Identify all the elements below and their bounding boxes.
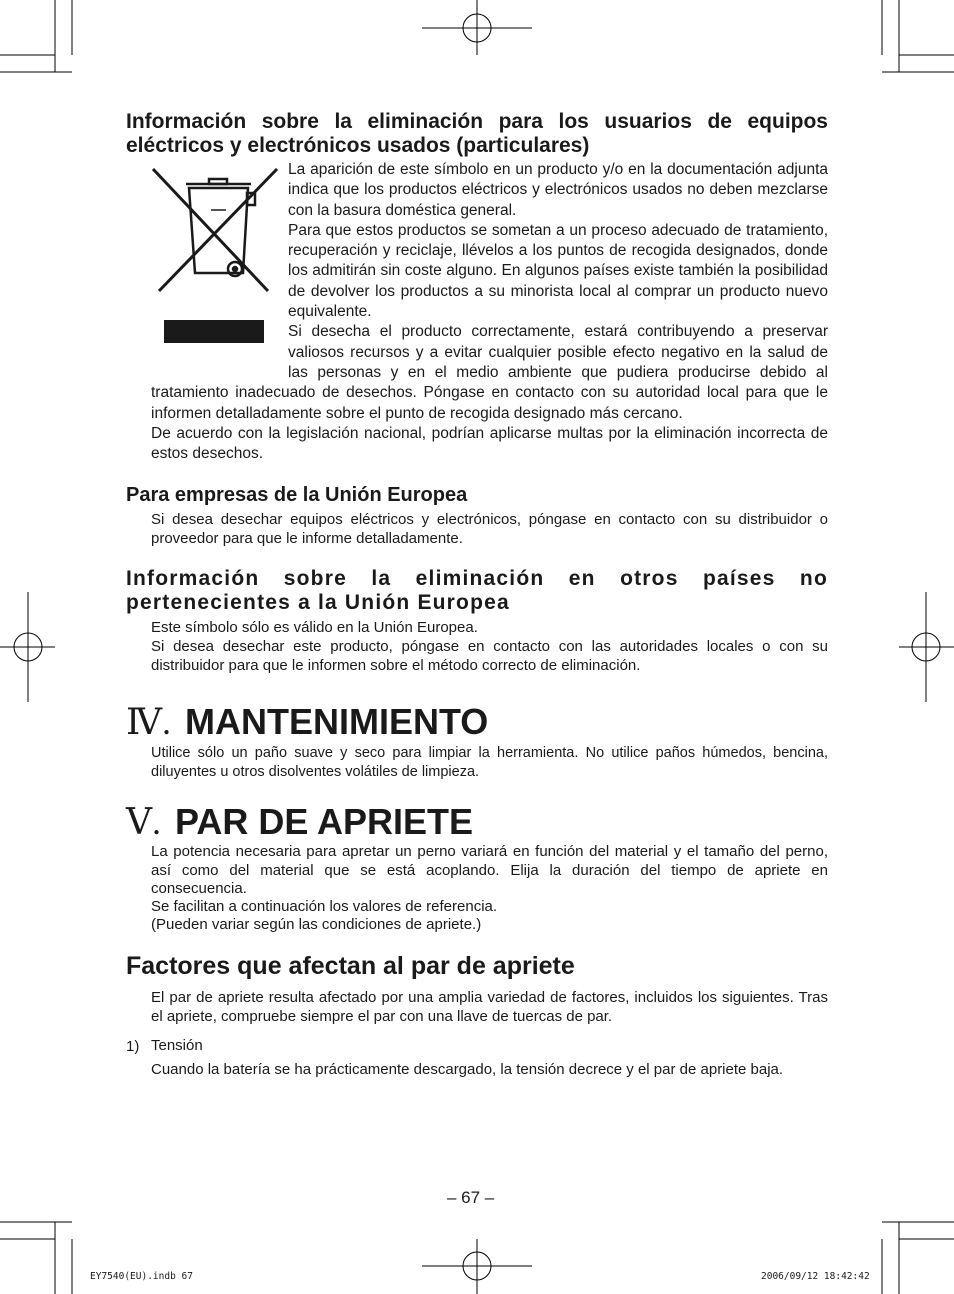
maintenance-heading [126, 702, 488, 742]
disposal-heading: Información sobre la eliminación para los usuarios de equipos eléctricos y electrónicos usados (particulares) [126, 110, 828, 157]
maintenance-title: MANTENIMIENTO [184, 701, 489, 742]
torque-title: PAR DE APRIETE [175, 801, 474, 842]
print-slug-timestamp: 2006/09/12 18:42:42 [761, 1271, 870, 1282]
print-slug-file: EY7540(EU).indb 67 [90, 1271, 193, 1282]
other-countries-paragraph-1: Este símbolo sólo es válido en la Unión Europea. [151, 619, 478, 636]
maintenance-paragraph: Utilice sólo un paño suave y seco para limpiar la herramienta. No utilice paños húmedos, bencina, diluyentes u otros disolventes volátiles de limpieza. [151, 745, 828, 780]
torque-paragraph-2: Se facilitan a continuación los valores de referencia. [151, 898, 498, 915]
torque-paragraph-3: (Pueden variar según las condiciones de apriete.) [151, 916, 482, 933]
disposal-paragraph-2: Para que estos productos se sometan a un proceso adecuado de tratamiento, recuperación y reciclaje, llévelos a los puntos de recogida designados, donde los admitirán sin coste alguno. En algunos países existe también la posibilidad de devolver los productos a su minorista local al comprar un producto nuevo equivalente. [288, 221, 828, 321]
factors-heading: Factores que afectan al par de apriete [126, 952, 575, 980]
disposal-paragraph-3: Si desecha el producto correctamente, estará contribuyendo a preservar valiosos recursos y a evitar cualquier posible efecto negativo en la salud de las personas y en el medio ambiente que pudiera producirse debido al tratamiento inadecuado de desechos. Póngase en contacto con su autoridad local para que le informen detalladamente sobre el punto de recogida designado más cercano. [151, 323, 828, 422]
factors-item-1-text: Cuando la batería se ha prácticamente descargado, la tensión decrece y el par de apriete baja. [151, 1061, 784, 1078]
maintenance-numeral: Ⅳ. [126, 702, 171, 742]
other-countries-heading: Información sobre la eliminación en otros países no pertenecientes a la Unión Europea [126, 567, 828, 614]
disposal-section [151, 160, 828, 464]
factors-item-1-number: 1) [126, 1038, 140, 1055]
disposal-paragraph-4: De acuerdo con la legislación nacional, podrían aplicarse multas por la eliminación incorrecta de estos desechos. [151, 424, 828, 463]
factors-paragraph: El par de apriete resulta afectado por una amplia variedad de factores, incluidos los siguientes. Tras el apriete, compruebe siempre el par con una llave de tuercas de par. [151, 989, 828, 1025]
factors-item-1-title: Tensión [151, 1037, 203, 1054]
disposal-paragraph-1: La aparición de este símbolo en un producto y/o en la documentación adjunta indica que los productos eléctricos y electrónicos usados no deben mezclarse con la basura doméstica general. [288, 161, 828, 219]
other-countries-paragraph-2: Si desea desechar este producto, póngase en contacto con las autoridades locales o con su distribuidor para que le informen sobre el método correcto de eliminación. [151, 638, 828, 674]
torque-numeral: Ⅴ. [126, 802, 161, 842]
crossed-out-wheelie-bin-icon [151, 160, 288, 367]
torque-paragraph-1: La potencia necesaria para apretar un perno variará en función del material y el tamaño del perno, así como del material que se está acoplando. Elija la duración del tiempo de apriete en consecuencia. [151, 843, 828, 897]
business-paragraph: Si desea desechar equipos eléctricos y electrónicos, póngase en contacto con su distribuidor o proveedor para que le informe detalladamente. [151, 511, 828, 547]
page-number: – 67 – [447, 1188, 495, 1207]
business-heading: Para empresas de la Unión Europea [126, 484, 468, 506]
torque-heading [126, 802, 473, 842]
